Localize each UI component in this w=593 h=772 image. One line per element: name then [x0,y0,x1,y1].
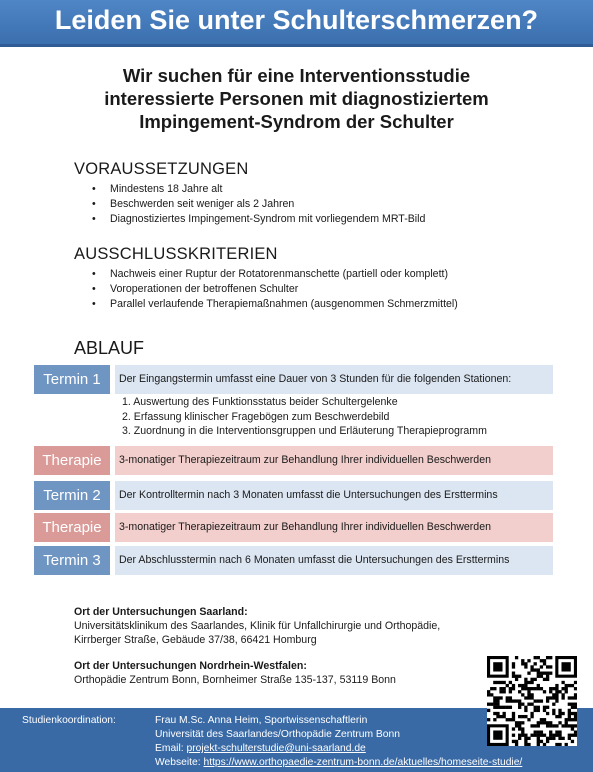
row-label: Termin 2 [34,481,110,510]
qr-code-icon [487,656,577,746]
row-label: Termin 1 [34,365,110,394]
ort-nrw-title: Ort der Untersuchungen Nordrhein-Westfalen: [74,660,307,672]
list-item: • Parallel verlaufende Therapiemaßnahmen (ausgenommen Schmerzmittel) [92,297,458,312]
row-label: Therapie [34,513,110,542]
row-label: Therapie [34,446,110,475]
page-title: Leiden Sie unter Schulterschmerzen? [54,5,539,35]
intro-line: Wir suchen für eine Interventionsstudie [122,65,471,86]
step-item: 1. Auswertung des Funktionsstatus beider Schultergelenke [122,396,398,408]
intro-line: Impingement-Syndrom der Schulter [139,111,454,132]
contact-org: Universität des Saarlandes/Orthopädie Zentrum Bonn [155,729,400,740]
header-divider [0,44,593,47]
ablauf-row-therapie-1 [34,446,553,475]
intro-heading [40,64,553,133]
voraussetzungen-title: VORAUSSETZUNGEN [74,160,249,178]
page-header [0,0,593,44]
email-link[interactable]: projekt-schulterstudie@uni-saarland.de [186,743,366,754]
list-item: • Mindestens 18 Jahre alt [92,182,425,197]
row-text: 3-monatiger Therapiezeitraum zur Behandlung Ihrer individuellen Beschwerden [115,446,553,475]
row-label: Termin 3 [34,546,110,575]
qr-code-graphic [487,656,577,746]
website-link[interactable]: https://www.orthopaedie-zentrum-bonn.de/aktuelles/homeseite-studie/ [203,757,523,768]
row-text: 3-monatiger Therapiezeitraum zur Behandlung Ihrer individuellen Beschwerden [115,513,553,542]
termin-1-steps [122,395,487,439]
footer-label: Studienkoordination: [22,715,116,726]
ablauf-row-termin-2 [34,481,553,510]
ort-saarland [74,605,440,647]
ablauf-row-therapie-2 [34,513,553,542]
ort-saarland-line: Kirrberger Straße, Gebäude 37/38, 66421 Homburg [74,634,317,646]
ort-saarland-title: Ort der Untersuchungen Saarland: [74,606,248,618]
email-label: Email: [155,743,184,754]
ablauf-row-termin-1 [34,365,553,394]
intro-line: interessierte Personen mit diagnostiziertem [104,88,489,109]
row-text: Der Kontrolltermin nach 3 Monaten umfasst die Untersuchungen des Ersttermins [115,481,553,510]
ort-saarland-line: Universitätsklinikum des Saarlandes, Klinik für Unfallchirurgie und Orthopädie, [74,620,441,632]
list-item: • Nachweis einer Ruptur der Rotatorenmanschette (partiell oder komplett) [92,267,458,282]
ausschluss-list [92,267,458,312]
ablauf-row-termin-3 [34,546,553,575]
contact-email-line [155,742,522,756]
list-item: • Beschwerden seit weniger als 2 Jahren [92,197,425,212]
contact-name: Frau M.Sc. Anna Heim, Sportwissenschaftlerin [155,715,368,726]
list-item: • Voroperationen der betroffenen Schulter [92,282,458,297]
ort-nrw [74,659,396,687]
ausschluss-title: AUSSCHLUSSKRITERIEN [74,245,278,263]
step-item: 3. Zuordnung in die Interventionsgruppen und Erläuterung Therapieprogramm [122,425,487,437]
ablauf-title: ABLAUF [74,338,145,358]
row-text: Der Eingangstermin umfasst eine Dauer von 3 Stunden für die folgenden Stationen: [115,365,553,394]
row-text: Der Abschlusstermin nach 6 Monaten umfasst die Untersuchungen des Ersttermins [115,546,553,575]
web-label: Webseite: [155,757,201,768]
step-item: 2. Erfassung klinischer Fragebögen zum Beschwerdebild [122,410,390,423]
contact-web-line [155,756,522,770]
footer-contact [155,714,522,770]
ort-nrw-line: Orthopädie Zentrum Bonn, Bornheimer Straße 135-137, 53119 Bonn [74,674,396,686]
list-item: • Diagnostiziertes Impingement-Syndrom mit vorliegendem MRT-Bild [92,212,425,227]
voraussetzungen-list [92,182,425,227]
